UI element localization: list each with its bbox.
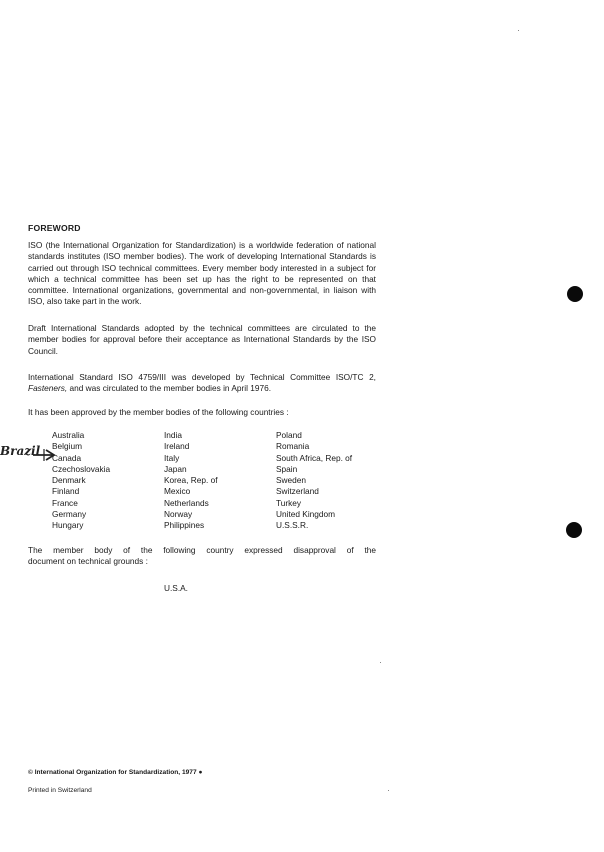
handwritten-annotation: Brazil	[0, 444, 41, 458]
countries-column-2	[164, 430, 218, 532]
country-name: Ireland	[164, 441, 190, 452]
handwritten-arrow-icon	[32, 448, 56, 462]
disapproval-line-1: The member body of the following country expressed disapproval of the	[28, 545, 376, 555]
scan-speck	[388, 790, 389, 791]
country-name: Australia	[52, 430, 85, 440]
country-name: India	[164, 430, 182, 440]
copyright-notice: © International Organization for Standardization, 1977 ●	[28, 769, 203, 776]
disapproval-line-2: document on technical grounds :	[28, 556, 148, 567]
country-name: Italy	[164, 452, 180, 463]
country-name: Czechoslovakia	[52, 463, 111, 474]
development-text-start: International Standard ISO 4759/III was developed by Technical Committee ISO/TC 2,	[28, 372, 376, 382]
scan-speck	[518, 30, 519, 31]
paragraph-approval: It has been approved by the member bodies of the following countries :	[28, 407, 289, 417]
countries-column-3	[276, 430, 352, 532]
paragraph-disapproval	[28, 545, 376, 568]
country-name: Korea, Rep. of	[164, 475, 218, 486]
country-name: U.S.S.R.	[276, 520, 309, 531]
country-name: France	[52, 497, 78, 508]
country-name: South Africa, Rep. of	[276, 452, 353, 463]
country-name: Japan	[164, 463, 187, 474]
country-name: Belgium	[52, 441, 82, 452]
foreword-heading: FOREWORD	[28, 223, 81, 233]
scan-speck	[380, 662, 381, 663]
country-name: Germany	[52, 509, 87, 520]
committee-name: Fasteners,	[28, 383, 68, 394]
country-name: Turkey	[276, 497, 302, 508]
development-text-end: and was circulated to the member bodies in April 1976.	[67, 383, 272, 394]
country-name: Canada	[52, 452, 82, 463]
paragraph-draft-standards: Draft International Standards adopted by the technical committees are circulated to the member bodies for approval before their acceptance as International Standards by the ISO Council.	[28, 323, 376, 356]
country-name: United Kingdom	[276, 509, 336, 520]
country-name: Sweden	[276, 475, 306, 486]
country-name: Hungary	[52, 520, 84, 531]
punch-hole-icon	[566, 522, 582, 538]
country-name: Romania	[276, 441, 310, 452]
country-name: Spain	[276, 463, 298, 474]
country-name: Norway	[164, 509, 193, 520]
paragraph-iso-description: ISO (the International Organization for Standardization) is a worldwide federation of national standards institutes (ISO member bodies). The work of developing International Standards is carried out through ISO technical committees. Every member body interested in a subject for which a technical committee has been set up has the right to be represented on that committee. International organizations, governmental and non-governmental, in liaison with ISO, also take part in the work.	[28, 240, 376, 307]
paragraph-development	[28, 372, 376, 395]
country-name: Netherlands	[164, 497, 209, 508]
countries-column-1	[52, 430, 110, 532]
punch-hole-icon	[567, 286, 583, 302]
country-name: Poland	[276, 430, 302, 440]
country-name: Philippines	[164, 520, 205, 531]
dissenting-country: U.S.A.	[164, 583, 188, 593]
country-name: Denmark	[52, 475, 86, 486]
country-name: Mexico	[164, 486, 191, 497]
country-name: Switzerland	[276, 486, 319, 497]
printed-location: Printed in Switzerland	[28, 787, 92, 794]
country-name: Finland	[52, 486, 80, 497]
